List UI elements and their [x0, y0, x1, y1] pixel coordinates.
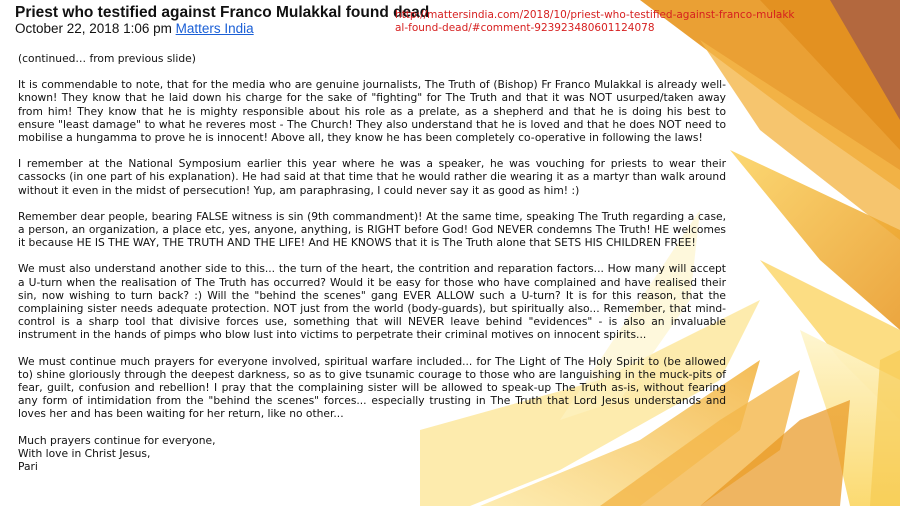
closing-line: With love in Christ Jesus, — [18, 446, 151, 460]
source-link[interactable]: Matters India — [175, 21, 254, 36]
article-date: October 22, 2018 1:06 pm — [15, 21, 172, 36]
source-url[interactable]: http://mattersindia.com/2018/10/priest-who-testified-against-franco-mulakkal-found-dead/#comment-923923480601124078 — [395, 9, 795, 34]
comment-body — [18, 52, 726, 473]
closing-signature — [18, 434, 726, 474]
article-meta — [15, 21, 254, 36]
paragraph: We must also understand another side to this... the turn of the heart, the contrition and reparation factors... How many will accept a U-turn when the realisation of The Truth has occurred? Would it be easy for those who have complained and have realised their sin, now wishing to turn back? :) Will the "behind the scenes" gang EVER ALLOW such a U-turn? It is for this reason, that the complaining sister needs adequate protection. NOT just from the world (body-guards), but spiritually also... Remember, that mind-control is a sharp tool that divisive forces use, something that will NEVER leave behind "evidences" - is also an invaluable instrument in the hands of pimps who blow lust into victims to perpetrate their criminal motives on innocent spirits... — [18, 262, 726, 342]
closing-line: Much prayers continue for everyone, — [18, 433, 216, 447]
intro-line: (continued… from previous slide) — [18, 52, 196, 65]
paragraph: Remember dear people, bearing FALSE witness is sin (9th commandment)! At the same time, speaking The Truth regarding a case, a person, an organization, a place etc, yes, anyone, anything, is RIGHT before God! God NEVER condemns The Truth! HE welcomes it because HE IS THE WAY, THE TRUTH AND THE LIFE! And HE KNOWS that it is The Truth alone that SETS HIS CHILDREN FREE! — [18, 209, 726, 250]
paragraph: We must continue much prayers for everyone involved, spiritual warfare included... for The Light of The Holy Spirit to (be allowed to) shine gloriously through the deepest darkness, so as to give tsunamic courage to those who are languishing in the muck-pits of fear, guilt, confusion and rebellion! I pray that the complaining sister will be allowed to speak-up The Truth as-is, without fearing any form of intimidation from the "behind the scenes" forces... especially trusting in The Truth that Lord Jesus understands and loves her and has been waiting for her return, like no other... — [18, 354, 726, 421]
article-title: Priest who testified against Franco Mulakkal found dead — [15, 4, 430, 21]
paragraph: It is commendable to note, that for the media who are genuine journalists, The Truth of (Bishop) Fr Franco Mulakkal is already well-known! They know that he laid down his charge for the sake of "fighting" for The Truth and that it was NOT usurped/taken away from him! They know that he is mighty responsible about his role as a prelate, as a shepherd and that he is doing his best to ensure "least damage" to what he reveres most - The Church! They also understand that he is loved and that he does NOT need to mobilise a hungamma to prove he is innocent! Above all, they know he has been completely co-operative in following the laws! — [18, 78, 726, 145]
paragraph: I remember at the National Symposium earlier this year where he was a speaker, he was vouching for priests to wear their cassocks (in one part of his explanation). He had said at that time that he would rather die wearing it as a martyr than walk around without it even in the midst of persecution! Yup, am paraphrasing, I could never say it as good as him! :) — [18, 157, 726, 197]
signature-name: Pari — [18, 460, 38, 474]
